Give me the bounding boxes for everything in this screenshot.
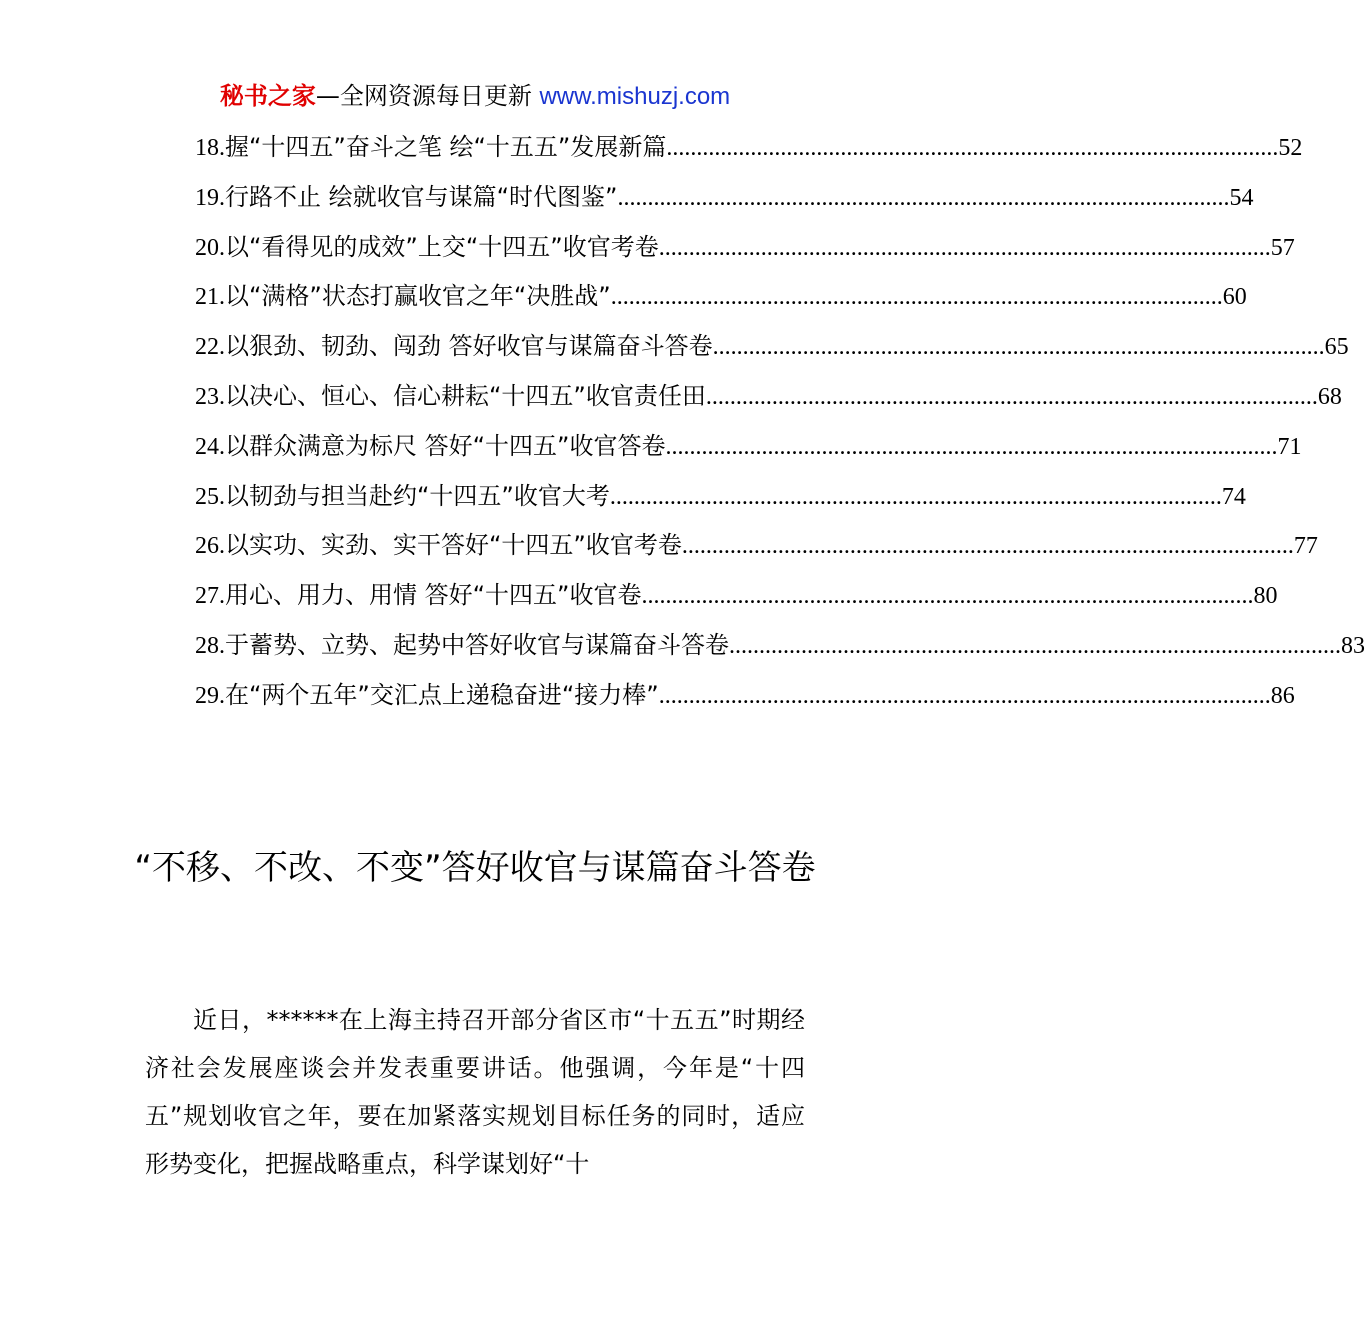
toc-entry-title: 于蓄势、立势、起势中答好收官与谋篇奋斗答卷 xyxy=(225,630,729,659)
toc-entry-number: 27. xyxy=(195,583,225,610)
toc-leader-dots xyxy=(666,427,1278,467)
toc-entry[interactable] xyxy=(195,675,1295,725)
toc-entry-title: 以韧劲与担当赴约“十四五”收官大考 xyxy=(225,481,610,510)
toc-entry-number: 26. xyxy=(195,533,225,560)
toc-entry-title: 以“看得见的成效”上交“十四五”收官考卷 xyxy=(225,232,659,261)
toc-leader-dots xyxy=(659,676,1271,716)
toc-entry-page: 57 xyxy=(1270,234,1295,261)
site-tagline: —全网资源每日更新 xyxy=(315,82,532,110)
toc-entry-number: 25. xyxy=(195,483,225,510)
toc-leader-dots xyxy=(611,277,1223,317)
toc-entry-title: 用心、用力、用情 答好“十四五”收官卷 xyxy=(225,581,642,610)
toc-leader-dots xyxy=(729,626,1341,666)
toc-entry-title: 以狠劲、韧劲、闯劲 答好收官与谋篇奋斗答卷 xyxy=(225,332,713,361)
toc-leader-dots xyxy=(706,377,1318,417)
site-header xyxy=(0,80,950,113)
toc-entry-page: 80 xyxy=(1253,583,1278,610)
toc-entry-page: 65 xyxy=(1324,334,1349,361)
toc-leader-dots xyxy=(713,327,1325,367)
toc-entry-title: 以群众满意为标尺 答好“十四五”收官答卷 xyxy=(225,431,666,460)
toc-entry-title: 以“满格”状态打赢收官之年“决胜战” xyxy=(225,282,611,311)
article-title: “不移、不改、不变”答好收官与谋篇奋斗答卷 xyxy=(134,848,816,888)
toc-entry-title: 行路不止 绘就收官与谋篇“时代图鉴” xyxy=(225,182,618,211)
toc-entry-page: 86 xyxy=(1270,682,1295,709)
toc-entry-page: 54 xyxy=(1229,184,1254,211)
toc-entry-page: 83 xyxy=(1341,632,1365,659)
toc-entry[interactable] xyxy=(195,525,1318,575)
toc-entry-number: 20. xyxy=(195,234,225,261)
toc-entry-page: 68 xyxy=(1317,383,1342,410)
toc-entry-title: 以决心、恒心、信心耕耘“十四五”收官责任田 xyxy=(225,381,706,410)
toc-entry-number: 19. xyxy=(195,184,225,211)
toc-entry[interactable] xyxy=(195,177,1254,227)
toc-entry[interactable] xyxy=(195,127,1303,177)
toc-entry[interactable] xyxy=(195,625,1365,675)
toc-entry[interactable] xyxy=(195,575,1278,625)
toc-leader-dots xyxy=(618,178,1230,218)
toc-entry-page: 77 xyxy=(1293,533,1318,560)
toc-entry[interactable] xyxy=(195,326,1349,376)
toc-entry[interactable] xyxy=(195,376,1342,426)
article-body xyxy=(145,996,805,1188)
toc-entry-number: 23. xyxy=(195,383,225,410)
site-brand: 秘书之家 xyxy=(219,82,316,110)
toc-entry-page: 71 xyxy=(1277,433,1302,460)
toc-entry-title: 以实功、实劲、实干答好“十四五”收官考卷 xyxy=(225,531,682,560)
toc-leader-dots xyxy=(642,576,1254,616)
toc-entry-page: 52 xyxy=(1278,135,1303,161)
toc-leader-dots xyxy=(682,526,1294,566)
toc-entry[interactable] xyxy=(195,276,1247,326)
toc-entry-number: 21. xyxy=(195,284,225,311)
toc-entry-page: 60 xyxy=(1222,284,1247,311)
toc-entry-number: 28. xyxy=(195,632,225,659)
toc-entry[interactable] xyxy=(195,476,1246,526)
toc-entry-title: 握“十四五”奋斗之笔 绘“十五五”发展新篇 xyxy=(225,133,667,161)
toc-entry-title: 在“两个五年”交汇点上递稳奋进“接力棒” xyxy=(225,680,659,709)
toc-entry-page: 74 xyxy=(1221,483,1246,510)
toc-leader-dots xyxy=(610,477,1222,517)
toc-entry[interactable] xyxy=(195,227,1295,277)
toc-entry-number: 24. xyxy=(195,433,225,460)
toc-entry-number: 29. xyxy=(195,682,225,709)
toc-leader-dots xyxy=(659,228,1271,268)
toc-entry[interactable] xyxy=(195,426,1302,476)
toc-leader-dots xyxy=(666,128,1278,168)
article-paragraph: 近日，******在上海主持召开部分省区市“十五五”时期经济社会发展座谈会并发表重要讲话。他强调，今年是“十四五”规划收官之年，要在加紧落实规划目标任务的同时，适应形势变化，把握战略重点，科学谋划好“十 xyxy=(145,1006,805,1178)
table-of-contents xyxy=(195,127,1365,725)
toc-entry-number: 22. xyxy=(195,334,225,361)
toc-entry-number: 18. xyxy=(195,135,225,161)
site-url-link[interactable]: www.mishuzj.com xyxy=(539,83,731,110)
